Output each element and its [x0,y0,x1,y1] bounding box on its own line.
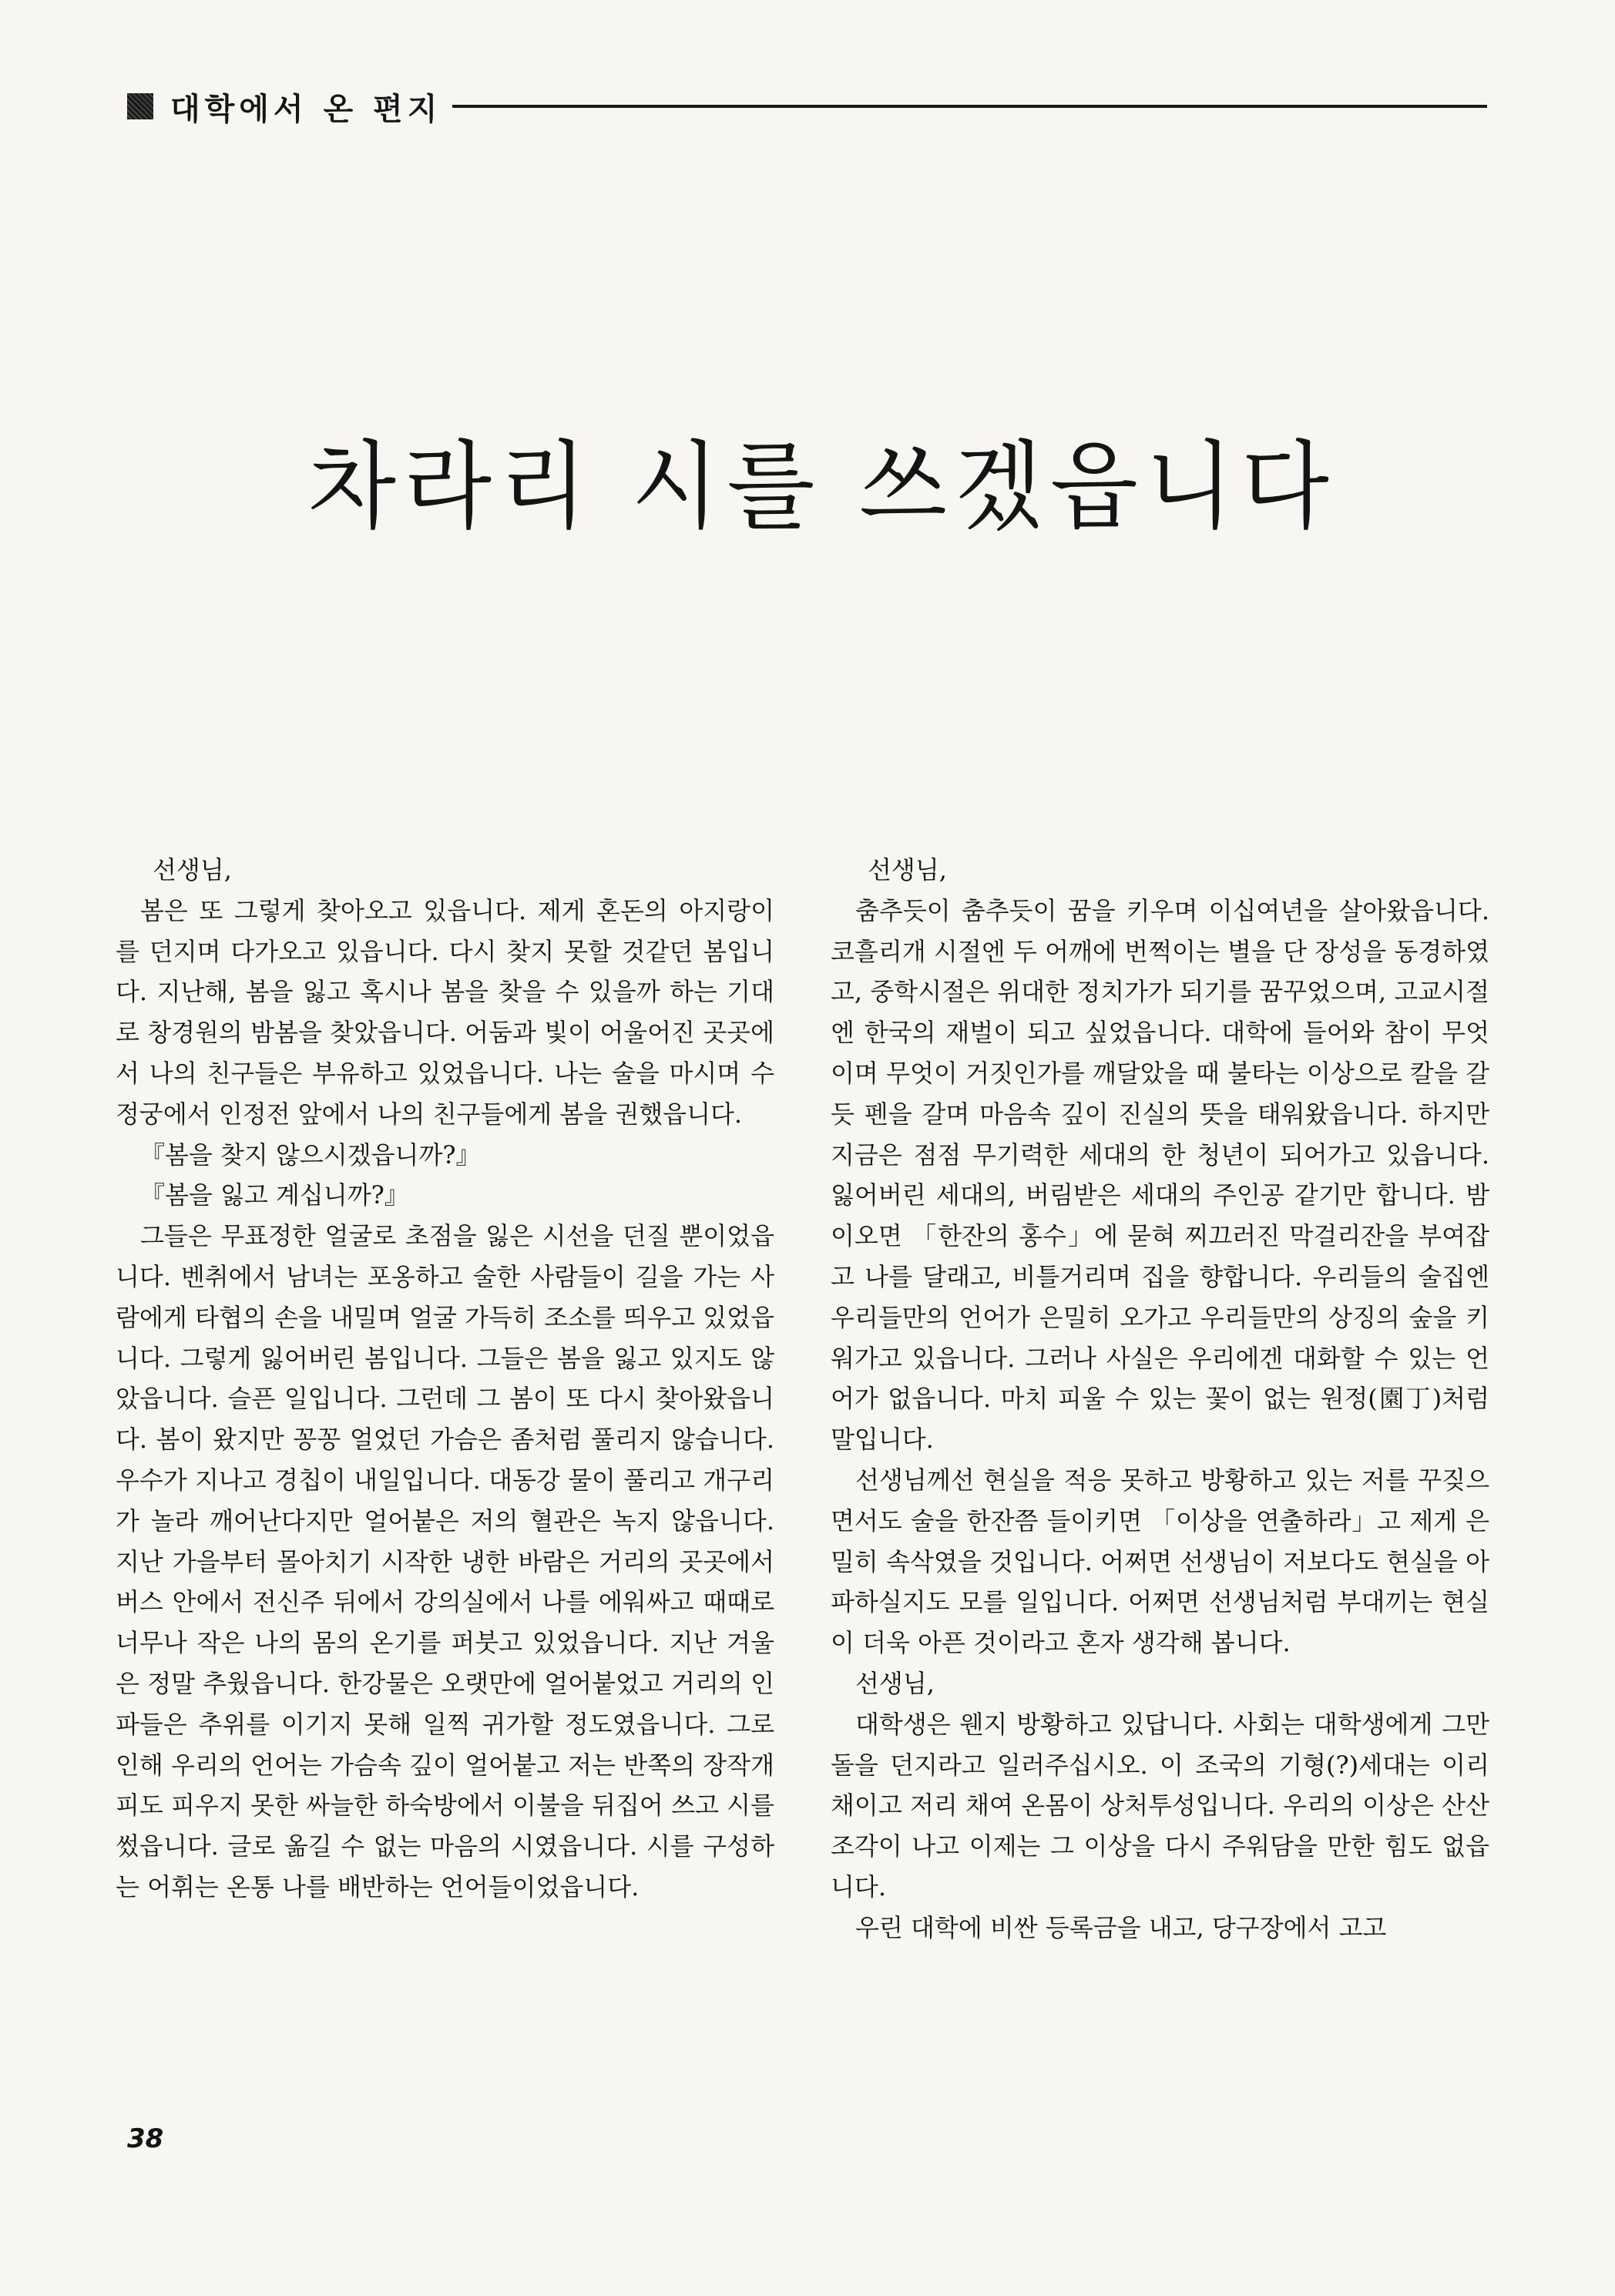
quote-line: 『봄을 찾지 않으시겠읍니까?』 [140,1140,481,1170]
section-header [127,86,1487,126]
salutation: 선생님, [868,855,947,884]
salutation: 선생님, [153,855,232,884]
quote-line: 『봄을 잃고 계십니까?』 [140,1180,409,1210]
paragraph: 선생님께선 현실을 적응 못하고 방황하고 있는 저를 꾸짖으면서도 술을 한잔쯤 들이키면 「이상을 연출하라」고 제게 은밀히 속삭였을 것입니다. 어쩌면 선생님이 저보다도 현실을 아파하실지도 모를 일입니다. 어쩌면 선생님처럼 부대끼는 현실이 더욱 아픈 것이라고 혼자 생각해 봅니다. [831,1465,1489,1658]
page-number: 38 [127,2123,164,2154]
header-rule [452,105,1487,108]
right-column [831,850,1489,1949]
square-bullet-icon [127,93,153,119]
left-column [116,850,774,1908]
paragraph: 그들은 무표정한 얼굴로 초점을 잃은 시선을 던질 뿐이었읍니다. 벤취에서 남녀는 포옹하고 술한 사람들이 길을 가는 사람에게 타협의 손을 내밀며 얼굴 가득히 조소를 띄우고 있었읍니다. 그렇게 잃어버린 봄입니다. 그들은 봄을 잃고 있지도 않았읍니다. 슬픈 일입니다. 그런데 그 봄이 또 다시 찾아왔읍니다. 봄이 왔지만 꽁꽁 얼었던 가슴은 좀처럼 풀리지 않습니다. 우수가 지나고 경칩이 내일입니다. 대동강 물이 풀리고 개구리가 놀라 깨어난다지만 얼어붙은 저의 혈관은 녹지 않읍니다. 지난 가을부터 몰아치기 시작한 냉한 바람은 거리의 곳곳에서 버스 안에서 전신주 뒤에서 강의실에서 나를 에워싸고 때때로 너무나 작은 나의 몸의 온기를 퍼붓고 있었읍니다. 지난 겨울은 정말 추웠읍니다. 한강물은 오랫만에 얼어붙었고 거리의 인파들은 추위를 이기지 못해 일찍 귀가할 정도였읍니다. 그로 인해 우리의 언어는 가슴속 깊이 얼어붙고 저는 반쪽의 장작개피도 피우지 못한 싸늘한 하숙방에서 이불을 뒤집어 쓰고 시를 썼읍니다. 글로 옮길 수 없는 마음의 시였읍니다. 시를 구성하는 어휘는 온통 나를 배반하는 언어들이었읍니다. [116,1221,774,1902]
paragraph: 우린 대학에 비싼 등록금을 내고, 당구장에서 고고 [855,1912,1387,1942]
article-title: 차라리 시를 쓰겠읍니다 [308,430,1337,542]
paragraph: 춤추듯이 춤추듯이 꿈을 키우며 이십여년을 살아왔읍니다. 코흘리개 시절엔 두 어깨에 번쩍이는 별을 단 장성을 동경하였고, 중학시절은 위대한 정치가가 되기를 꿈꾸었으며, 고교시절엔 한국의 재벌이 되고 싶었읍니다. 대학에 들어와 참이 무엇이며 무엇이 거짓인가를 깨달았을 때 불타는 이상으로 칼을 갈듯 펜을 갈며 마음속 깊이 진실의 뜻을 태워왔읍니다. 하지만 지금은 점점 무기력한 세대의 한 청년이 되어가고 있읍니다. 잃어버린 세대의, 버림받은 세대의 주인공 같기만 합니다. 밤이오면 「한잔의 홍수」에 묻혀 찌끄러진 막걸리잔을 부여잡고 나를 달래고, 비틀거리며 집을 향합니다. 우리들의 술집엔 우리들만의 언어가 은밀히 오가고 우리들만의 상징의 숲을 키워가고 있읍니다. 그러나 사실은 우리에겐 대화할 수 있는 언어가 없읍니다. 마치 피울 수 있는 꽃이 없는 원정(園丁)처럼 말입니다. [831,895,1489,1455]
paragraph: 대학생은 웬지 방황하고 있답니다. 사회는 대학생에게 그만 돌을 던지라고 일러주십시오. 이 조국의 기형(?)세대는 이리 채이고 저리 채여 온몸이 상처투성입니다. 우리의 이상은 산산조각이 나고 이제는 그 이상을 다시 주워담을 만한 힘도 없읍니다. [831,1709,1489,1902]
paragraph: 봄은 또 그렇게 찾아오고 있읍니다. 제게 혼돈의 아지랑이를 던지며 다가오고 있읍니다. 다시 찾지 못할 것같던 봄입니다. 지난해, 봄을 잃고 혹시나 봄을 찾을 수 있을까 하는 기대로 창경원의 밤봄을 찾았읍니다. 어둠과 빛이 어울어진 곳곳에서 나의 친구들은 부유하고 있었읍니다. 나는 술을 마시며 수정궁에서 인정전 앞에서 나의 친구들에게 봄을 권했읍니다. [116,895,774,1129]
section-title: 대학에서 온 편지 [170,91,442,127]
salutation: 선생님, [855,1668,935,1698]
